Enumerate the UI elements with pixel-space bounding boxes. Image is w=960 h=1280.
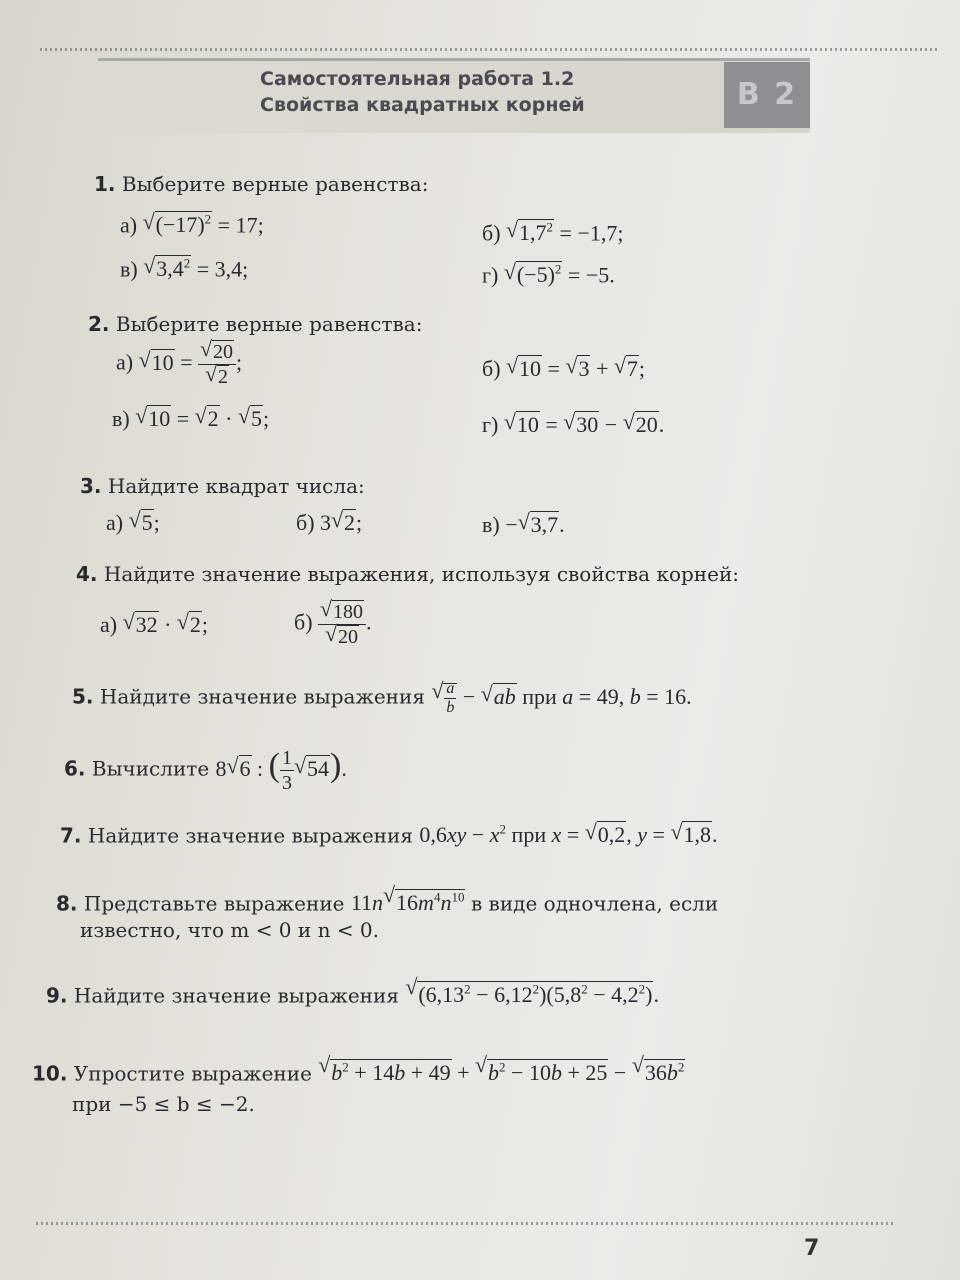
task-4-prompt: 4. Найдите значение выражения, используя свойства корней:: [76, 562, 740, 586]
task-3-prompt: 3. Найдите квадрат числа:: [80, 474, 365, 498]
task-1-option-v: в) √ $3,4^2 = 3,4$;: [120, 256, 248, 282]
task-2-prompt: 2. Выберите верные равенства:: [88, 312, 423, 336]
header-title: [260, 66, 585, 118]
task-10-expression: √ $b^2 + 14b + 49$ + √ $b^2 - 10b + 25$ − √ $36b^2$: [318, 1060, 685, 1085]
page-number: 7: [804, 1236, 820, 1261]
task-1-option-a: а) √ $(-17)^2 = 17$;: [120, 212, 264, 238]
task-5-expression: √ $\frac{a}{b}$ − √ ab при a = 49, b = 16.: [431, 684, 691, 709]
variant-badge: В 2: [724, 62, 810, 128]
task-1-prompt: 1. Выберите верные равенства:: [94, 172, 429, 196]
task-2-option-b: б) √ 10 = √ 3 + √ 7;: [482, 356, 645, 382]
task-8-prompt: 8. Представьте выражение 11n√ $16m^4n^{10}$ в виде одночлена, если: [56, 884, 718, 917]
header-title-line2: Свойства квадратных корней: [260, 94, 585, 116]
task-6-expression: 8√ 6 : ( $\frac{1}{3}$ √ 54).: [216, 756, 347, 781]
task-10-condition: при −5 ≤ b ≤ −2.: [72, 1092, 255, 1116]
task-8-condition: известно, что m < 0 и n < 0.: [80, 918, 380, 942]
task-3-option-b: б) 3√ 2;: [296, 510, 362, 536]
task-9-prompt: 9. Найдите значение выражения √ $(6,13^2 - 6,12^2)(5,8^2 - 4,2^2)$.: [46, 976, 659, 1009]
task-10-prompt: 10. Упростите выражение √ $b^2 + 14b + 49$ + √ $b^2 - 10b + 25$ − √ $36b^2$: [32, 1054, 685, 1087]
task-3-option-a: а) √ 5;: [106, 510, 160, 536]
bottom-divider: [36, 1222, 896, 1225]
task-1-option-b: б) √ $1,7^2 = -1,7$;: [482, 220, 623, 246]
task-1-option-g: г) √ $(-5)^2 = -5$.: [482, 262, 615, 288]
task-3-option-v: в) −√ 3,7.: [482, 512, 565, 538]
task-4-option-b: б) √ 180 √ 20 .: [294, 600, 372, 649]
header-title-line1: Самостоятельная работа 1.2: [260, 68, 575, 90]
task-4-option-a: а) √ 32 · √ 2;: [100, 612, 208, 638]
task-2-option-v: в) √ 10 = √ 2 · √ 5;: [112, 406, 269, 432]
task-2-option-g: г) √ 10 = √ 30 − √ 20.: [482, 412, 664, 438]
task-9-expression: √ $(6,13^2 - 6,12^2)(5,8^2 - 4,2^2)$.: [405, 982, 659, 1007]
task-7-prompt: 7. Найдите значение выражения $0,6xy - x^2$ при x = √ 0,2, y = √ 1,8.: [60, 816, 717, 849]
top-divider: [40, 48, 940, 51]
task-6-prompt: 6. Вычислите 8√ 6 : ( $\frac{1}{3}$ √ 54).: [64, 746, 347, 795]
task-8-expression: 11n√ $16m^4n^{10}$: [351, 890, 471, 915]
task-7-expression: $0,6xy - x^2$ при x = √ 0,2, y = √ 1,8.: [419, 822, 717, 847]
task-2-option-a: а) √ 10 = √ 20 √ 2 ;: [116, 340, 242, 389]
task-5-prompt: 5. Найдите значение выражения √ $\frac{a}{b}$ − √ ab при a = 49, b = 16.: [72, 680, 692, 717]
